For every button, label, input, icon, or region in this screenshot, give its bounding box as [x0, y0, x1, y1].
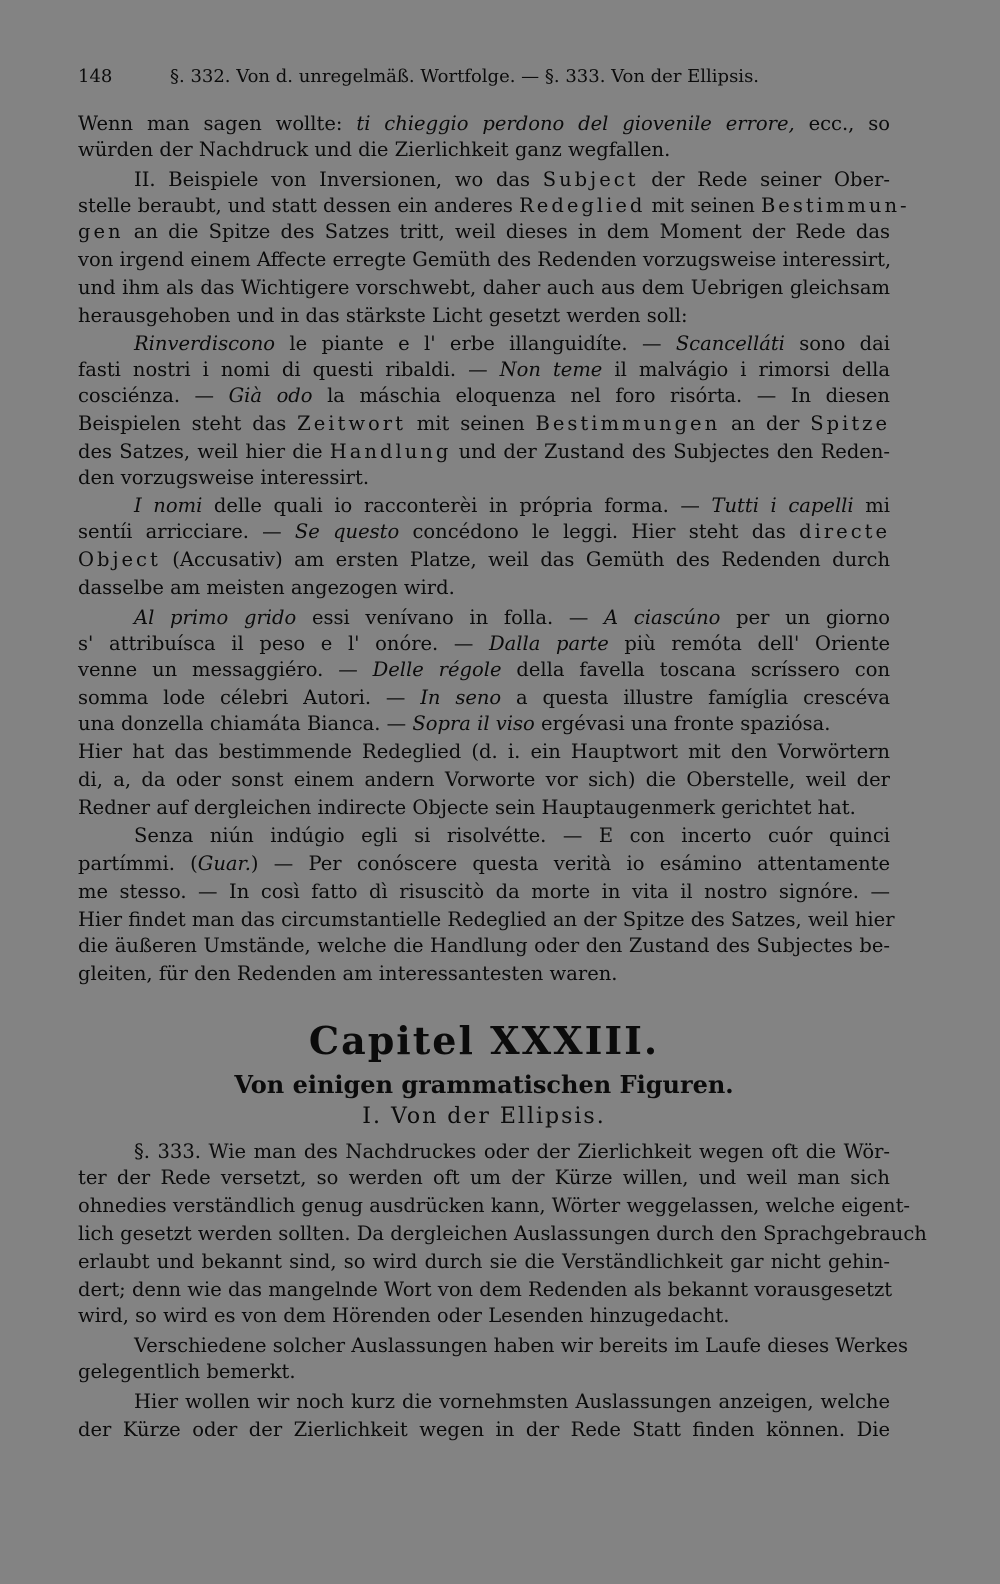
text-line: die äußeren Umstände, welche die Handlung oder den Zustand des Subjectes be-	[78, 934, 890, 957]
text-line: dert; denn wie das mangelnde Wort von dem Redenden als bekannt vorausgesetzt	[78, 1278, 893, 1301]
text-line: von irgend einem Affecte erregte Gemüth des Redenden vorzugsweise interessirt,	[78, 248, 892, 271]
text-line: I nomi delle quali io racconterèi in própria forma. — Tutti i capelli mi	[134, 494, 890, 517]
text-line: me stesso. — In così fatto dì risuscitò da morte in vita il nostro signóre. —	[78, 880, 890, 903]
text-line: stelle beraubt, und statt dessen ein anderes Redeglied mit seinen Bestimmun-	[78, 194, 910, 217]
text-line: cosciénza. — Già odo la máschia eloquenza nel foro risórta. — In diesen	[78, 384, 890, 407]
text-line: §. 333. Wie man des Nachdruckes oder der Zierlichkeit wegen oft die Wör-	[134, 1140, 890, 1163]
text-line: gleiten, für den Redenden am interessantesten waren.	[78, 962, 618, 985]
text-line: Rinverdiscono le piante e l' erbe illanguidíte. — Scancelláti sono dai	[134, 332, 890, 355]
text-line: venne un messaggiéro. — Delle régole della favella toscana scríssero con	[78, 658, 890, 681]
text-line: und ihm als das Wichtigere vorschwebt, daher auch aus dem Uebrigen gleichsam	[78, 276, 890, 299]
text-line: des Satzes, weil hier die Handlung und der Zustand des Subjectes den Reden-	[78, 440, 890, 463]
text-line: Beispielen steht das Zeitwort mit seinen Bestimmungen an der Spitze	[78, 412, 890, 435]
text-line: Hier findet man das circumstantielle Redeglied an der Spitze des Satzes, weil hier	[78, 908, 895, 931]
text-line: Senza niún indúgio egli si risolvétte. — E con incerto cuór quinci	[134, 824, 890, 847]
text-line: fasti nostri i nomi di questi ribaldi. — Non teme il malvágio i rimorsi della	[78, 358, 890, 381]
text-line: Redner auf dergleichen indirecte Objecte sein Hauptaugenmerk gerichtet hat.	[78, 796, 856, 819]
text-line: gen an die Spitze des Satzes tritt, weil dieses in dem Moment der Rede das	[78, 220, 890, 243]
chapter-title: Capitel XXXIII.	[308, 1018, 660, 1063]
text-line: Verschiedene solcher Auslassungen haben wir bereits im Laufe dieses Werkes	[134, 1334, 908, 1357]
text-line: gelegentlich bemerkt.	[78, 1360, 296, 1383]
text-line: somma lode célebri Autori. — In seno a questa illustre famíglia crescéva	[78, 686, 890, 709]
text-line: wird, so wird es von dem Hörenden oder Lesenden hinzugedacht.	[78, 1304, 730, 1327]
text-line: lich gesetzt werden sollten. Da dergleichen Auslassungen durch den Sprachgebrauch	[78, 1222, 927, 1245]
text-line: Wenn man sagen wollte: ti chieggio perdono del giovenile errore, ecc., so	[78, 112, 890, 135]
text-line: Hier hat das bestimmende Redeglied (d. i. ein Hauptwort mit den Vorwörtern	[78, 740, 890, 763]
text-line: herausgehoben und in das stärkste Licht gesetzt werden soll:	[78, 304, 688, 327]
running-head: §. 332. Von d. unregelmäß. Wortfolge. — §. 333. Von der Ellipsis.	[170, 66, 760, 87]
text-line: Hier wollen wir noch kurz die vornehmsten Auslassungen anzeigen, welche	[134, 1390, 890, 1413]
text-line: s' attribuísca il peso e l' onóre. — Dalla parte più remóta dell' Oriente	[78, 632, 890, 655]
text-line: ohnedies verständlich genug ausdrücken kann, Wörter weggelassen, welche eigent-	[78, 1194, 911, 1217]
text-line: II. Beispiele von Inversionen, wo das Subject der Rede seiner Ober-	[134, 168, 890, 191]
text-line: erlaubt und bekannt sind, so wird durch sie die Verständlichkeit gar nicht gehin-	[78, 1250, 890, 1273]
text-line: der Kürze oder der Zierlichkeit wegen in der Rede Statt finden können. Die	[78, 1418, 890, 1441]
page-number: 148	[78, 66, 113, 87]
chapter-subtitle: Von einigen grammatischen Figuren.	[234, 1070, 734, 1099]
text-line: Al primo grido essi venívano in folla. — A ciascúno per un giorno	[134, 606, 890, 629]
text-line: würden der Nachdruck und die Zierlichkeit ganz wegfallen.	[78, 138, 671, 161]
text-line: sentíi arricciare. — Se questo concédono le leggi. Hier steht das directe	[78, 520, 890, 543]
text-line: dasselbe am meisten angezogen wird.	[78, 576, 455, 599]
text-line: den vorzugsweise interessirt.	[78, 466, 370, 489]
text-line: una donzella chiamáta Bianca. — Sopra il viso ergévasi una fronte spaziósa.	[78, 712, 831, 735]
text-line: Object (Accusativ) am ersten Platze, weil das Gemüth des Redenden durch	[78, 548, 890, 571]
text-line: di, a, da oder sonst einem andern Vorworte vor sich) die Oberstelle, weil der	[78, 768, 890, 791]
text-line: partímmi. (Guar.) — Per conóscere questa verità io esámino attentamente	[78, 852, 891, 875]
section-heading: I. Von der Ellipsis.	[362, 1104, 606, 1129]
text-line: ter der Rede versetzt, so werden oft um der Kürze willen, und weil man sich	[78, 1166, 890, 1189]
